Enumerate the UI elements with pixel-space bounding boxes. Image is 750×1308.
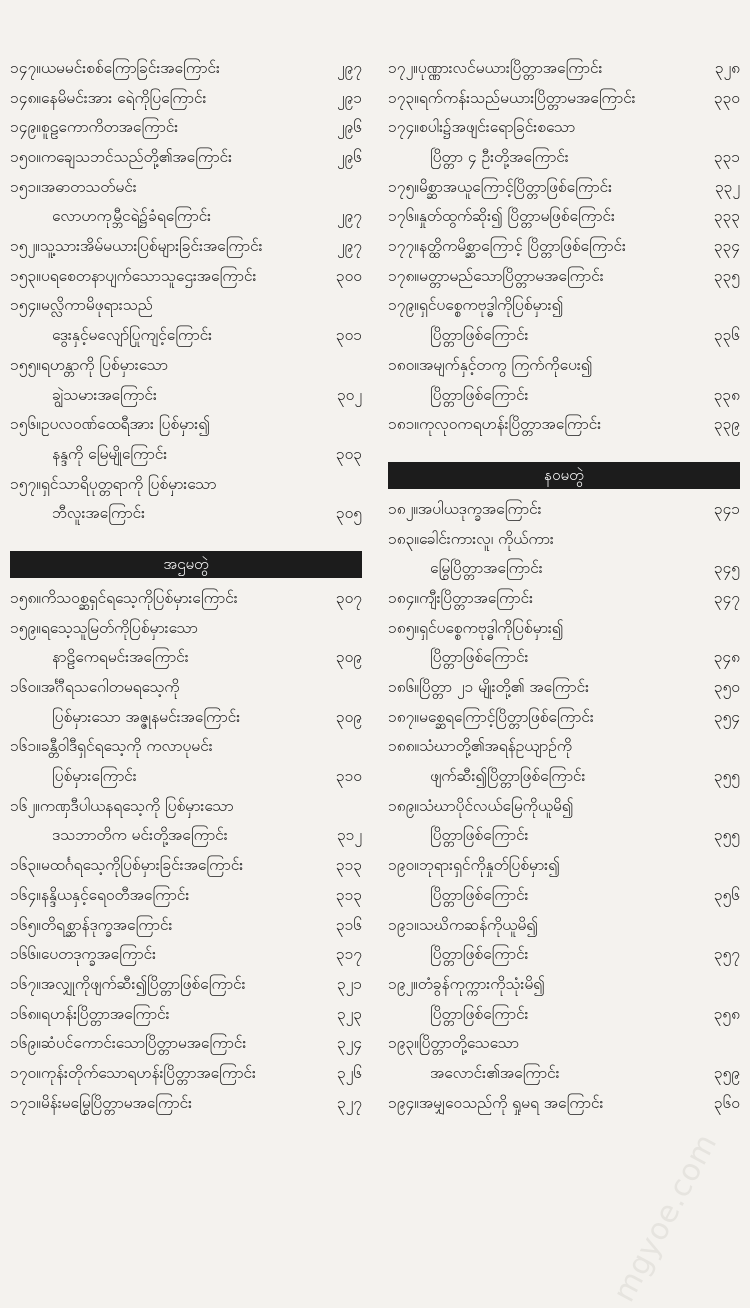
watermark: mgyoe.com <box>606 1127 724 1308</box>
toc-entry <box>388 614 740 673</box>
entry-title: ချွဲသမားအကြောင်း <box>52 385 157 404</box>
toc-entry <box>388 410 740 440</box>
toc-entry <box>10 232 362 262</box>
entry-number: ၁၇၈။ <box>388 266 419 285</box>
toc-entry-continuation <box>10 703 362 733</box>
toc-entry-line <box>10 470 362 500</box>
toc-entry <box>10 940 362 970</box>
toc-entry <box>10 113 362 143</box>
entry-title: ပရစေတနာပျက်သောသူဌေးအကြောင်း <box>40 266 257 285</box>
toc-entry-line <box>10 232 362 262</box>
entry-title: ဖျက်ဆီး၍ပြိတ္တာဖြစ်ကြောင်း <box>430 767 586 786</box>
entry-title: ဘီလူးအကြောင်း <box>52 504 146 523</box>
entry-title: တံခွန်ကုက္ကားကိုသုံးမိ၍ <box>417 974 545 993</box>
entry-number: ၁၆၄။ <box>10 885 41 904</box>
entry-number: ၁၆၉။ <box>10 1034 41 1053</box>
toc-entry-line <box>10 1059 362 1089</box>
toc-entry <box>388 173 740 203</box>
toc-entry-line <box>388 232 740 262</box>
entry-number: ၁၆၈။ <box>10 1004 41 1023</box>
toc-entry <box>388 851 740 910</box>
entry-title: မစ္ဆေရကြောင့်ပြိတ္တာဖြစ်ကြောင်း <box>419 707 594 726</box>
entry-title: ခေါင်းကားလူ၊ ကိုယ်ကား <box>419 529 554 548</box>
toc-entry <box>10 1089 362 1119</box>
entry-title: ကုလုဝကရဟန်းပြိတ္တာအကြောင်း <box>419 415 602 434</box>
entry-number: ၁၈၀။ <box>388 355 419 374</box>
right-column <box>388 54 740 1118</box>
entry-title: ပုဏ္ဏားလင်မယားပြိတ္တာအကြောင်း <box>417 58 603 77</box>
toc-entry-line <box>10 673 362 703</box>
entry-title: လောဟကုမ္ဘီငရဲ၌ခံရကြောင်း <box>52 207 212 226</box>
entry-title: စူဠကောကိတအကြောင်း <box>40 118 179 137</box>
entry-number: ၁၈၂။ <box>388 499 418 518</box>
toc-entry <box>10 262 362 292</box>
entry-page-number: ၃၂၃ <box>336 1004 362 1023</box>
entry-page-number: ၃၃၆ <box>713 326 740 345</box>
entry-page-number: ၂၉၇ <box>336 237 362 256</box>
entry-number: ၁၇၃။ <box>388 88 419 107</box>
entry-title: သံဃာပိုင်လယ်မြေကိုယူမိ၍ <box>419 796 574 815</box>
entry-title: နတ္ထိကမိစ္ဆာကြောင့် ပြိတ္တာဖြစ်ကြောင်း <box>418 237 626 256</box>
entry-page-number: ၃၂၁ <box>336 974 362 993</box>
entry-title: ပြိတ္တာတို့သေသော <box>418 1034 519 1053</box>
toc-entry <box>388 1029 740 1088</box>
entry-number: ၁၆၇။ <box>10 974 41 993</box>
toc-entry-line <box>388 1089 740 1119</box>
entry-page-number: ၃၀၃ <box>335 444 362 463</box>
toc-entry <box>388 584 740 614</box>
toc-entry <box>10 614 362 673</box>
toc-entry-continuation <box>388 822 740 852</box>
entry-page-number: ၃၁၇ <box>335 945 362 964</box>
toc-entry-line <box>10 1029 362 1059</box>
entry-page-number: ၃၅၆ <box>713 885 740 904</box>
entry-number: ၁၄၇။ <box>10 58 41 77</box>
entry-title: မလ္လိကာမိဖုရားသည် <box>40 296 153 315</box>
entry-page-number: ၃၃၄ <box>713 237 740 256</box>
entry-title: အမျှဝေသည်ကို ရှုမရ အကြောင်း <box>418 1093 604 1112</box>
entry-title: မိစ္ဆာအယူကြောင့်ပြိတ္တာဖြစ်ကြောင်း <box>418 177 613 196</box>
entry-page-number: ၃၁၂ <box>336 826 362 845</box>
toc-entry <box>388 351 740 410</box>
toc-entry <box>10 351 362 410</box>
entry-page-number: ၃၄၁ <box>713 499 740 518</box>
entry-title: ပြစ်မှားသော အဇ္ဇုနမင်းအကြောင်း <box>52 707 241 726</box>
entry-page-number: ၃၀၉ <box>335 707 362 726</box>
entry-page-number: ၃၅၀ <box>713 678 740 697</box>
entry-title: ကချေသဘင်သည်တို့၏အကြောင်း <box>40 148 233 167</box>
entry-number: ၁၇၉။ <box>388 296 419 315</box>
toc-entry-continuation <box>388 554 740 584</box>
toc-entry-continuation <box>388 762 740 792</box>
entry-page-number: ၂၉၇ <box>336 58 362 77</box>
entry-title: ရှင်သာရိပုတ္တရာကို ပြစ်မှားသော <box>40 474 217 493</box>
toc-entry-line <box>10 84 362 114</box>
toc-entry <box>10 143 362 173</box>
entry-page-number: ၃၂၄ <box>336 1034 362 1053</box>
entry-page-number: ၃၀၁ <box>335 326 362 345</box>
toc-entry-continuation <box>10 321 362 351</box>
entry-title: အမျက်နှင့်တကွ ကြက်ကိုပေး၍ <box>419 355 593 374</box>
toc-entry <box>388 292 740 351</box>
toc-entry-line <box>388 84 740 114</box>
entry-number: ၁၇၀။ <box>10 1063 41 1082</box>
entry-page-number: ၃၃၁ <box>713 148 740 167</box>
toc-entry <box>388 911 740 970</box>
toc-entry-line <box>388 851 740 881</box>
toc-entry-line <box>388 703 740 733</box>
entry-page-number: ၃၁၆ <box>335 915 362 934</box>
entry-title: ပြိတ္တာဖြစ်ကြောင်း <box>430 385 529 404</box>
entry-title: ပြိတ္တာဖြစ်ကြောင်း <box>430 885 529 904</box>
toc-entry-line <box>388 584 740 614</box>
toc-entry-continuation <box>388 643 740 673</box>
entry-page-number: ၃၁၃ <box>335 856 362 875</box>
entry-number: ၁၅၂။ <box>10 237 40 256</box>
toc-entry-continuation <box>388 1059 740 1089</box>
entry-title: နန္ဒကို မြေမျိုကြောင်း <box>52 444 168 463</box>
left-column <box>10 54 362 1118</box>
entry-title: ရသေ့သူမြတ်ကိုပြစ်မှားသော <box>40 618 198 637</box>
toc-entry-line <box>10 970 362 1000</box>
entry-title: တိရစ္ဆာန်ဒုက္ခအကြောင်း <box>40 915 173 934</box>
entry-title: ကိသဝစ္ဆရှင်ရသေ့ကိုပြစ်မှားကြောင်း <box>41 588 238 607</box>
toc-entry <box>388 792 740 851</box>
entry-number: ၁၅၈။ <box>10 588 41 607</box>
toc-entry-line <box>388 410 740 440</box>
entry-page-number: ၃၆၀ <box>713 1093 740 1112</box>
toc-entry <box>388 262 740 292</box>
entry-title: ဒွေးနှင့်မလျော်ပြုကျင့်ကြောင်း <box>52 326 213 345</box>
toc-entry-line <box>388 262 740 292</box>
entry-number: ၁၄၉။ <box>10 118 41 137</box>
entry-number: ၁၉၀။ <box>388 856 419 875</box>
entry-number: ၁၈၄။ <box>388 588 419 607</box>
entry-number: ၁၇၂။ <box>388 58 418 77</box>
toc-entry-line <box>388 495 740 525</box>
entry-page-number: ၃၀၅ <box>335 504 362 523</box>
toc-entry-line <box>388 1029 740 1059</box>
toc-entry-line <box>10 911 362 941</box>
toc-entry-continuation <box>10 381 362 411</box>
entry-number: ၁၆၀။ <box>10 678 41 697</box>
toc-entry <box>10 732 362 791</box>
entry-title: ပြိတ္တာဖြစ်ကြောင်း <box>430 648 529 667</box>
entry-number: ၁၇၁။ <box>10 1093 41 1112</box>
entry-title: ပေတဒုက္ခအကြောင်း <box>40 945 157 964</box>
entry-page-number: ၃၁၀ <box>335 767 362 786</box>
entry-title: နှုတ်ထွက်ဆိုး၍ ပြိတ္တာမဖြစ်ကြောင်း <box>418 207 615 226</box>
toc-entry <box>388 113 740 172</box>
toc-entry <box>10 673 362 732</box>
entry-page-number: ၃၅၅ <box>713 767 740 786</box>
toc-entry-line <box>10 173 362 203</box>
entry-title: ဆံပင်ကောင်းသောပြိတ္တာမအကြောင်း <box>40 1034 247 1053</box>
toc-entry <box>10 1000 362 1030</box>
entry-page-number: ၃၃၃ <box>713 207 740 226</box>
toc-entry <box>388 732 740 791</box>
toc-entry-line <box>388 792 740 822</box>
toc-entry-line <box>10 614 362 644</box>
toc-entry-line <box>388 351 740 381</box>
entry-title: မိန်းမမြွေပြိတ္တာမအကြောင်း <box>40 1093 193 1112</box>
entry-page-number: ၂၉၇ <box>336 207 362 226</box>
toc-entry-continuation <box>388 881 740 911</box>
entry-number: ၁၈၆။ <box>388 678 419 697</box>
entry-page-number: ၃၅၇ <box>713 945 740 964</box>
entry-title: ပြိတ္တာဖြစ်ကြောင်း <box>430 826 529 845</box>
entry-title: အလျှုကိုဖျက်ဆီး၍ပြိတ္တာဖြစ်ကြောင်း <box>40 974 246 993</box>
toc-entry-line <box>10 584 362 614</box>
entry-page-number: ၃၅၅ <box>713 826 740 845</box>
entry-page-number: ၃၂၈ <box>714 58 740 77</box>
entry-title: ကျီးပြိတ္တာအကြောင်း <box>419 588 534 607</box>
entry-page-number: ၃၃၉ <box>713 415 740 434</box>
toc-entry <box>10 970 362 1000</box>
entry-number: ၁၈၈။ <box>388 737 420 756</box>
toc-entry-continuation <box>10 822 362 852</box>
toc-entry-continuation <box>388 1000 740 1030</box>
entry-title: စပါး၌အဖျင်းရောခြင်းစသော <box>418 118 576 137</box>
toc-entry-line <box>10 410 362 440</box>
toc-entry-continuation <box>388 321 740 351</box>
entry-number: ၁၉၄။ <box>388 1093 419 1112</box>
toc-entry <box>10 470 362 529</box>
toc-entry <box>10 54 362 84</box>
entry-title: ပြိတ္တာဖြစ်ကြောင်း <box>430 945 529 964</box>
toc-entry <box>388 970 740 1029</box>
entry-title: ကုန်းတိုက်သောရဟန်းပြိတ္တာအကြောင်း <box>40 1063 256 1082</box>
toc-entry-continuation <box>10 440 362 470</box>
entry-title: အလောင်း၏အကြောင်း <box>430 1063 560 1082</box>
toc-entry-continuation <box>388 143 740 173</box>
toc-entry-continuation <box>10 499 362 529</box>
entry-page-number: ၃၃၂ <box>714 177 740 196</box>
entry-title: ရဟန္တာကို ပြစ်မှားသော <box>40 355 168 374</box>
entry-title: ရဟန်းပြိတ္တာအကြောင်း <box>41 1004 170 1023</box>
entry-number: ၁၅၉။ <box>10 618 41 637</box>
toc-entry-line <box>10 732 362 762</box>
entry-title: သဃိကဆန်ကိုယူမိ၍ <box>418 915 538 934</box>
entry-number: ၁၆၆။ <box>10 945 41 964</box>
entry-number: ၁၅၇။ <box>10 474 41 493</box>
entry-page-number: ၃၁၃ <box>335 885 362 904</box>
toc-entry <box>10 410 362 469</box>
toc-entry <box>10 792 362 851</box>
entry-number: ၁၇၄။ <box>388 118 419 137</box>
entry-title: သူ့သားအိမ်မယားပြစ်များခြင်းအကြောင်း <box>39 237 263 256</box>
toc-entry <box>10 1059 362 1089</box>
entry-title: အင်္ဂီရသဂေါတမရသေ့ကို <box>40 678 180 697</box>
entry-number: ၁၆၃။ <box>10 856 41 875</box>
toc-entry <box>388 232 740 262</box>
toc-entry <box>10 1029 362 1059</box>
toc-entry-line <box>388 911 740 941</box>
toc-entry-line <box>10 54 362 84</box>
toc-entry <box>388 703 740 733</box>
entry-number: ၁၅၁။ <box>10 177 41 196</box>
entry-number: ၁၅၆။ <box>10 415 41 434</box>
entry-number: ၁၅၃။ <box>10 266 41 285</box>
entry-page-number: ၃၂၆ <box>336 1063 362 1082</box>
entry-number: ၁၅၄။ <box>10 296 41 315</box>
toc-entry-line <box>10 292 362 322</box>
section-header: အဌမတွဲ <box>10 551 362 578</box>
entry-title: ရက်ကန်းသည်မယားပြိတ္တာမအကြောင်း <box>418 88 636 107</box>
entry-page-number: ၂၉၆ <box>336 118 362 137</box>
entry-title: အဓာတသတ်မင်း <box>40 177 137 196</box>
toc-entry <box>388 673 740 703</box>
toc-entry-continuation <box>388 940 740 970</box>
toc-entry-line <box>388 202 740 232</box>
entry-title: ယမမင်းစစ်ကြောခြင်းအကြောင်း <box>40 58 220 77</box>
toc-entry <box>388 54 740 84</box>
toc-entry <box>10 173 362 232</box>
entry-page-number: ၂၉၆ <box>336 148 362 167</box>
entry-title: ခန္တီဝါဒီရှင်ရသေ့ကို ကလာပုမင်း <box>40 737 213 756</box>
entry-title: ဥပလဝဏ်ထေရီအား ပြစ်မှား၍ <box>40 415 210 434</box>
entry-title: မြွေပြိတ္တာအကြောင်း <box>430 559 543 578</box>
toc-entry-line <box>388 732 740 762</box>
toc-entry-line <box>10 113 362 143</box>
entry-title: မထင်္ဂရသေ့ကိုပြစ်မှားခြင်းအကြောင်း <box>40 856 244 875</box>
toc-entry-line <box>388 173 740 203</box>
entry-title: ဘုရားရှင်ကိုနှုတ်ပြစ်မှား၍ <box>418 856 560 875</box>
toc-entry-line <box>10 1000 362 1030</box>
entry-number: ၁၄၈။ <box>10 88 41 107</box>
entry-page-number: ၃၀၇ <box>335 588 362 607</box>
entry-number: ၁၉၃။ <box>388 1034 419 1053</box>
entry-page-number: ၃၄၅ <box>713 559 740 578</box>
entry-title: ရှင်ပစ္စေကဗုဒ္ဓါကိုပြစ်မှား၍ <box>418 296 564 315</box>
entry-page-number: ၃၂၇ <box>336 1093 362 1112</box>
entry-page-number: ၃၃၈ <box>713 385 740 404</box>
toc-entry <box>10 881 362 911</box>
entry-number: ၁၈၉။ <box>388 796 419 815</box>
entry-title: ကဏှဒီပါယနရသေ့ကို ပြစ်မှားသော <box>39 796 234 815</box>
entry-page-number: ၃၄၇ <box>713 588 740 607</box>
entry-number: ၁၉၂။ <box>388 974 418 993</box>
entry-title: ပြိတ္တာ ၄ ဦးတို့အကြောင်း <box>430 148 569 167</box>
section-header: နဝမတွဲ <box>388 462 740 489</box>
toc-entry-line <box>10 881 362 911</box>
toc-entry <box>10 84 362 114</box>
entry-page-number: ၃၅၄ <box>713 707 740 726</box>
entry-page-number: ၃၃၀ <box>713 88 740 107</box>
toc-entry <box>10 851 362 881</box>
entry-number: ၁၅၀။ <box>10 148 41 167</box>
toc-entry-line <box>388 54 740 84</box>
toc-entry-line <box>388 113 740 143</box>
toc-entry-line <box>10 262 362 292</box>
entry-number: ၁၉၁။ <box>388 915 419 934</box>
entry-title: အပါယဒုက္ခအကြောင်း <box>417 499 542 518</box>
entry-title: နန္ဒိယနှင့်ရေဝတီအကြောင်း <box>40 885 190 904</box>
toc-entry-line <box>10 1089 362 1119</box>
entry-number: ၁၈၅။ <box>388 618 419 637</box>
toc-entry <box>388 84 740 114</box>
entry-number: ၁၆၁။ <box>10 737 41 756</box>
entry-number: ၁၈၇။ <box>388 707 419 726</box>
entry-page-number: ၃၅၈ <box>713 1004 740 1023</box>
toc-entry <box>388 1089 740 1119</box>
toc-entry-line <box>388 525 740 555</box>
toc-entry <box>10 584 362 614</box>
entry-number: ၁၆၅။ <box>10 915 41 934</box>
entry-number: ၁၇၆။ <box>388 207 419 226</box>
toc-entry-line <box>388 970 740 1000</box>
entry-page-number: ၃၀၀ <box>335 266 362 285</box>
toc-entry-line <box>10 143 362 173</box>
entry-title: ပြိတ္တာဖြစ်ကြောင်း <box>430 1004 529 1023</box>
entry-number: ၁၆၂။ <box>10 796 40 815</box>
entry-title: မတ္တာမည်သောပြိတ္တာမအကြောင်း <box>419 266 604 285</box>
toc-entry <box>388 495 740 525</box>
entry-page-number: ၃၄၈ <box>713 648 740 667</box>
toc-entry-line <box>388 673 740 703</box>
entry-number: ၁၅၅။ <box>10 355 41 374</box>
entry-number: ၁၈၁။ <box>388 415 419 434</box>
entry-number: ၁၈၃။ <box>388 529 419 548</box>
toc-entry-line <box>10 792 362 822</box>
entry-title: ရှင်ပစ္စေကဗုဒ္ဓါကိုပြစ်မှား၍ <box>419 618 564 637</box>
entry-title: ပြိတ္တာဖြစ်ကြောင်း <box>430 326 529 345</box>
entry-title: သံဃာတို့၏အရန်ဥယျာဉ်ကို <box>419 737 572 756</box>
toc-entry-line <box>10 851 362 881</box>
entry-title: နာဠိကေရမင်းအကြောင်း <box>52 648 189 667</box>
entry-title: ဒသဘာတိက မင်းတို့အကြောင်း <box>52 826 228 845</box>
toc-entry <box>388 525 740 584</box>
toc-entry-continuation <box>10 762 362 792</box>
entry-title: ပြိတ္တာ ၂၁ မျိုးတို့၏ အကြောင်း <box>419 678 590 697</box>
toc-entry-line <box>388 292 740 322</box>
entry-page-number: ၃၃၅ <box>713 266 740 285</box>
toc-entry-line <box>10 351 362 381</box>
toc-entry-line <box>10 940 362 970</box>
toc-entry-continuation <box>10 643 362 673</box>
entry-page-number: ၂၉၁ <box>336 88 362 107</box>
entry-page-number: ၃၅၉ <box>713 1063 740 1082</box>
toc-entry-line <box>388 614 740 644</box>
toc-entry <box>10 911 362 941</box>
entry-page-number: ၃၀၂ <box>336 385 362 404</box>
toc-entry <box>10 292 362 351</box>
entry-title: ပြစ်မှားကြောင်း <box>52 767 137 786</box>
toc-entry <box>388 202 740 232</box>
entry-page-number: ၃၀၉ <box>335 648 362 667</box>
entry-title: နေမိမင်းအား ရေဲကိုပြကြောင်း <box>41 88 207 107</box>
entry-number: ၁၇၇။ <box>388 237 419 256</box>
entry-number: ၁၇၅။ <box>388 177 419 196</box>
toc-entry-continuation <box>10 202 362 232</box>
toc-entry-continuation <box>388 381 740 411</box>
